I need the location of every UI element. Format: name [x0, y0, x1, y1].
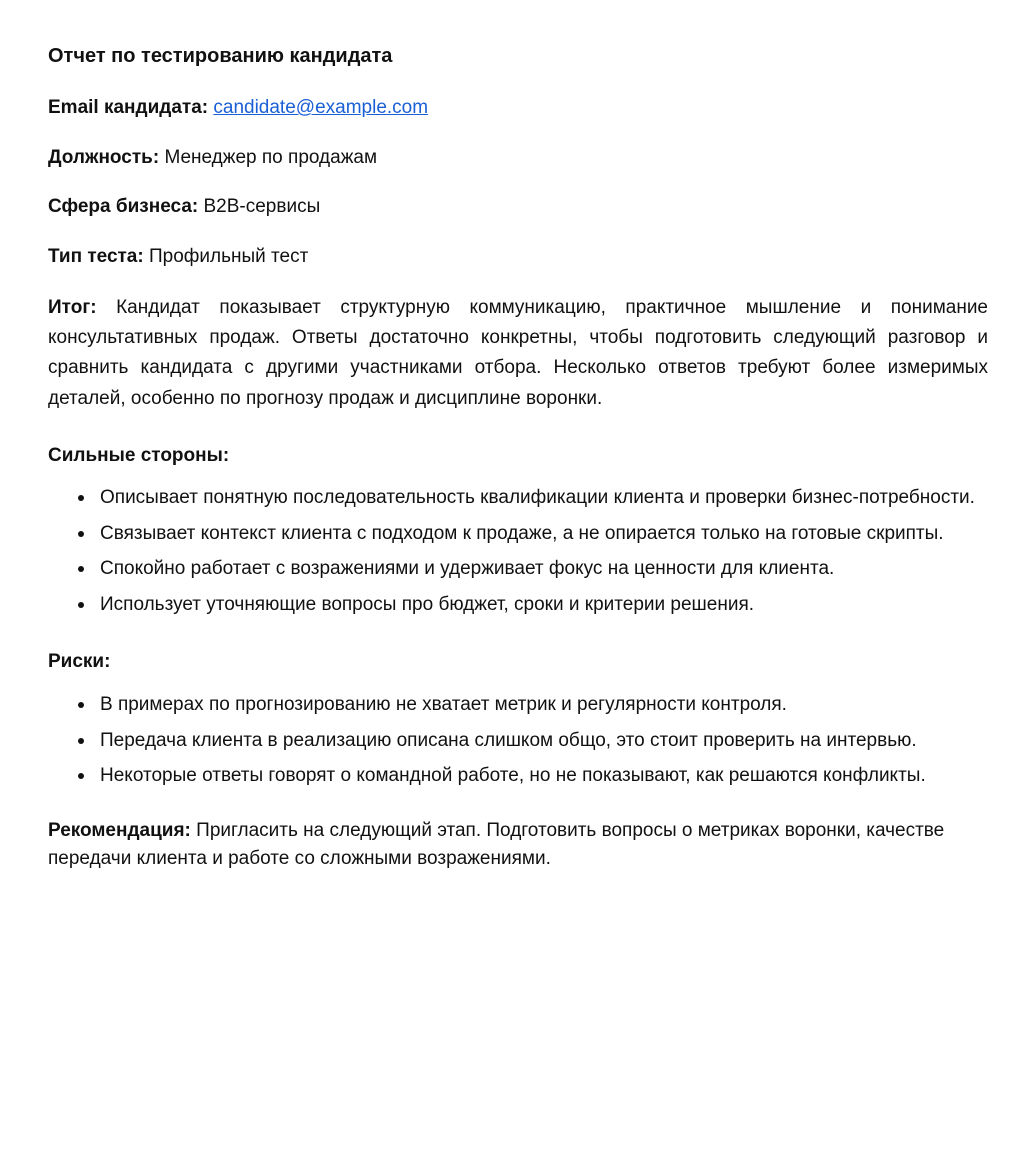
strengths-heading: Сильные стороны:	[48, 445, 230, 466]
strengths-list	[48, 486, 988, 629]
position-label: Должность:	[48, 147, 160, 168]
strength-item	[48, 593, 988, 617]
bullet-dot-icon	[78, 531, 84, 537]
email-label: Email кандидата:	[48, 97, 209, 118]
test-type-field	[48, 245, 308, 269]
bullet-dot-icon	[78, 773, 84, 779]
bullet-dot-icon	[78, 738, 84, 744]
risk-item	[48, 764, 988, 788]
report-title: Отчет по тестированию кандидата	[48, 45, 393, 67]
industry-label: Сфера бизнеса:	[48, 196, 199, 217]
risk-text: Передача клиента в реализацию описана слишком общо, это стоит проверить на интервью.	[100, 729, 917, 751]
position-value: Менеджер по продажам	[164, 147, 378, 168]
strength-text: Описывает понятную последовательность квалификации клиента и проверки бизнес-потребности.	[100, 487, 975, 508]
strength-item	[48, 486, 988, 510]
recommendation-paragraph	[48, 817, 988, 873]
position-field	[48, 146, 377, 170]
recommendation-text: Пригласить на следующий этап. Подготовить вопросы о метриках воронки, качестве передачи клиента и работе со сложными возражениями.	[48, 820, 945, 869]
strength-text: Спокойно работает с возражениями и удерживает фокус на ценности для клиента.	[100, 558, 835, 580]
test-type-label: Тип теста:	[48, 246, 144, 267]
email-field	[48, 96, 428, 120]
bullet-dot-icon	[78, 602, 84, 608]
bullet-dot-icon	[78, 702, 84, 708]
strength-text: Связывает контекст клиента с подходом к продаже, а не опирается только на готовые скрипты.	[100, 522, 944, 544]
risk-text: В примерах по прогнозированию не хватает метрик и регулярности контроля.	[100, 694, 787, 715]
bullet-dot-icon	[78, 495, 84, 501]
risk-item	[48, 693, 988, 717]
risks-list	[48, 693, 988, 800]
summary-text: Кандидат показывает структурную коммуникацию, практичное мышление и понимание консультативных продаж. Ответы достаточно конкретны, чтобы подготовить следующий разговор и сравнить кандидата с другими участниками отбора. Несколько ответов требуют более измеримых деталей, особенно по прогнозу продаж и дисциплине воронки.	[48, 297, 988, 409]
email-link[interactable]: candidate@example.com	[213, 97, 429, 118]
summary-label: Итог:	[48, 297, 97, 318]
risk-item	[48, 729, 988, 753]
industry-value: B2B-сервисы	[203, 196, 321, 217]
summary-paragraph	[48, 293, 988, 414]
recommendation-label: Рекомендация:	[48, 820, 191, 841]
risk-text: Некоторые ответы говорят о командной работе, но не показывают, как решаются конфликты.	[100, 765, 926, 787]
risks-heading: Риски:	[48, 651, 111, 672]
strength-text: Использует уточняющие вопросы про бюджет, сроки и критерии решения.	[100, 594, 755, 616]
bullet-dot-icon	[78, 566, 84, 572]
industry-field	[48, 195, 320, 219]
test-type-value: Профильный тест	[149, 246, 309, 267]
strength-item	[48, 522, 988, 546]
strength-item	[48, 557, 988, 581]
